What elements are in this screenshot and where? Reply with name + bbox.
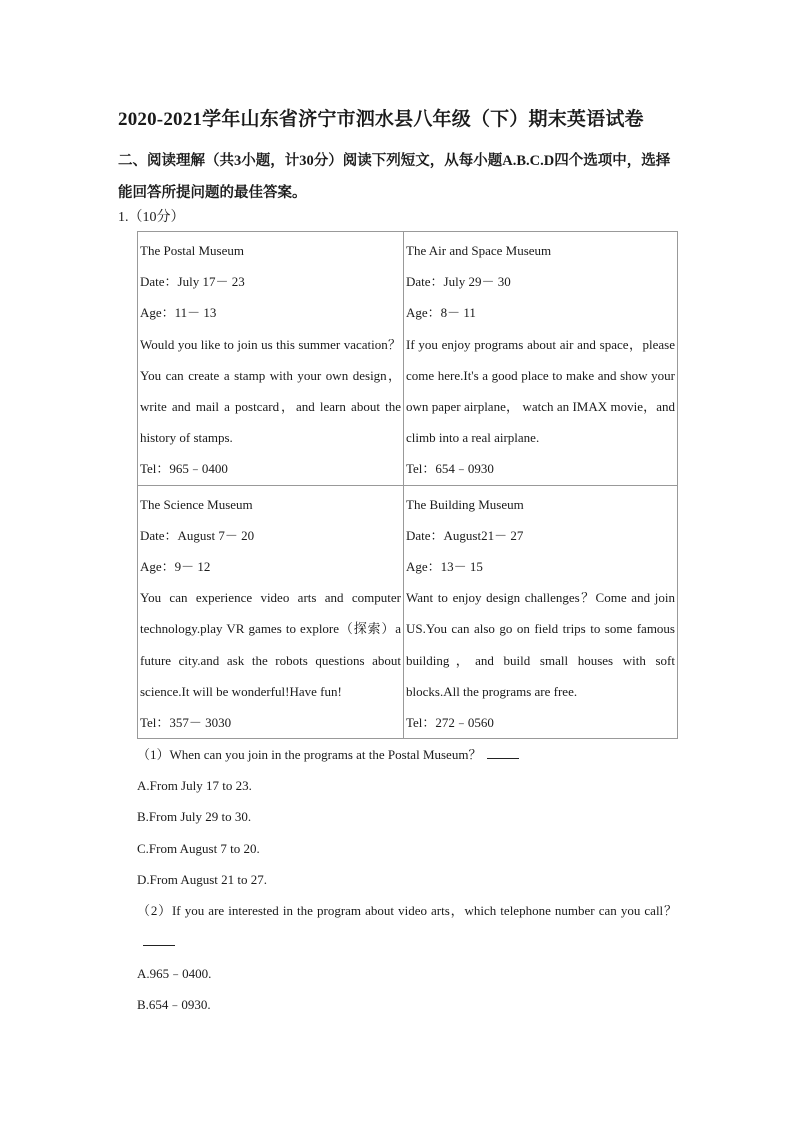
option[interactable]: D.From August 21 to 27. (137, 872, 268, 887)
museum-name: The Air and Space Museum (406, 243, 552, 258)
question-2-stem (137, 895, 677, 957)
museum-age: Age：8－ 11 (406, 305, 476, 321)
museum-cell-building (404, 485, 678, 739)
museum-name: The Building Museum (406, 496, 524, 512)
museum-date: Date：August21－ 27 (406, 527, 524, 543)
section-instruction: 二、阅读理解（共3小题，计30分）阅读下列短文，从每小题A.B.C.D四个选项中，选择能回答所提问题的最佳答案。 (118, 153, 671, 201)
museum-cell-postal (138, 232, 404, 486)
option[interactable]: A.965﹣0400. (137, 966, 212, 981)
museum-date: Date：August 7－ 20 (140, 527, 255, 543)
option[interactable]: A.From July 17 to 23. (137, 778, 252, 793)
answer-blank[interactable] (487, 746, 519, 759)
question-1-stem (137, 739, 519, 770)
question-number: 1.（10分） (118, 210, 185, 225)
museum-tel: Tel：272﹣0560 (406, 715, 494, 731)
museum-name: The Science Museum (140, 496, 253, 512)
museum-date: Date：July 29－ 30 (406, 274, 511, 290)
museum-description: You can experience video arts and computer technology.play VR games to explore（探索）a future city.and ask the robots questions about science.It will be wonderful!Have fun! (140, 590, 401, 699)
answer-blank[interactable] (143, 933, 175, 946)
option[interactable]: C.From August 7 to 20. (137, 841, 260, 856)
question-text: （2）If you are interested in the program about video arts，which telephone number can you call？ (137, 903, 677, 918)
option[interactable]: B.654﹣0930. (137, 997, 211, 1012)
museum-tel: Tel：654﹣0930 (406, 461, 494, 477)
museum-cell-science (138, 485, 404, 739)
question-text: （1）When can you join in the programs at the Postal Museum？ (137, 747, 482, 762)
page-title: 2020-2021学年山东省济宁市泗水县八年级（下）期末英语试卷 (118, 109, 644, 130)
option[interactable]: B.From July 29 to 30. (137, 809, 252, 824)
table-row (138, 232, 678, 486)
museum-age: Age：11－ 13 (140, 305, 217, 321)
museum-age: Age：13－ 15 (406, 559, 483, 575)
museum-description: Would you like to join us this summer vacation？You can create a stamp with your own design，write and mail a postcard，and learn about the history of stamps. (140, 336, 401, 446)
museum-tel: Tel：357－ 3030 (140, 715, 232, 731)
table-row (138, 485, 678, 739)
museum-date: Date：July 17－ 23 (140, 274, 245, 290)
museum-description: If you enjoy programs about air and space，please come here.It's a good place to make and show your own paper airplane， watch an IMAX movie，and climb into a real airplane. (406, 336, 675, 446)
museum-tel: Tel：965﹣0400 (140, 461, 228, 477)
museum-cell-air-space (404, 232, 678, 486)
museum-description: Want to enjoy design challenges？Come and join US.You can also go on field trips to some famous building，and build small houses with soft blocks.All the programs are free. (406, 590, 675, 699)
museum-age: Age：9－ 12 (140, 559, 211, 575)
museum-table (137, 231, 678, 739)
museum-name: The Postal Museum (140, 243, 244, 258)
